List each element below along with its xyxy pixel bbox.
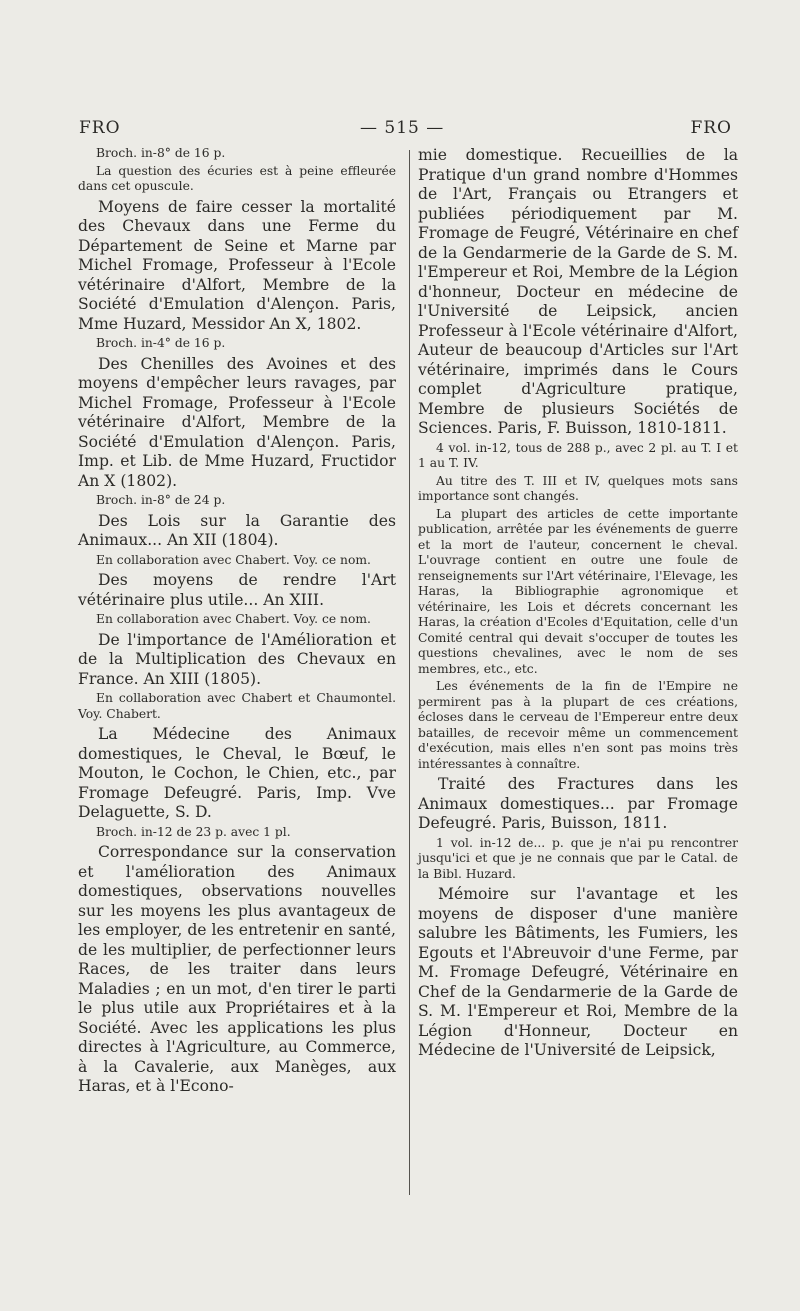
bibliography-note: Broch. in-12 de 23 p. avec 1 pl. <box>96 824 291 839</box>
left-column <box>78 146 396 1097</box>
bibliography-note: La question des écuries est à peine effleurée dans cet opuscule. <box>78 163 396 193</box>
bibliography-note: Broch. in-8° de 16 p. <box>96 146 226 160</box>
bibliography-note: 4 vol. in-12, tous de 288 p., avec 2 pl. au T. I et 1 au T. IV. <box>418 440 738 470</box>
bibliography-note: En collaboration avec Chabert. Voy. ce nom. <box>96 552 371 567</box>
column-divider <box>409 150 410 1195</box>
bibliography-note: Au titre des T. III et IV, quelques mots sans importance sont changés. <box>418 473 738 503</box>
bibliography-entry: Traité des Fractures dans les Animaux domestiques... par Fromage Defeugré. Paris, Buisson, 1811. <box>418 775 738 832</box>
bibliography-entry: Des moyens de rendre l'Art vétérinaire plus utile... An XIII. <box>78 571 396 609</box>
bibliography-note: Broch. in-8° de 24 p. <box>96 493 226 507</box>
bibliography-entry: Correspondance sur la conservation et l'amélioration des Animaux domestiques, observations nouvelles sur les moyens les plus avantageux de les employer, de les entretenir en santé, de les multiplier, de perfectionner leurs Races, de les traiter dans leurs Maladies ; en un mot, d'en tirer le parti le plus utile aux Propriétaires et à la Société. Avec les applications les plus directes à l'Agriculture, au Commerce, à la Cavalerie, aux Manèges, aux Haras, et à l'Econo- <box>78 843 396 1095</box>
bibliography-entry: Moyens de faire cesser la mortalité des Chevaux dans une Ferme du Département de Seine et Marne par Michel Fromage, Professeur à l'Ecole vétérinaire d'Alfort, Membre de la Société d'Emulation d'Alençon. Paris, Mme Huzard, Messidor An X, 1802. <box>78 197 396 333</box>
bibliography-note: Broch. in-4° de 16 p. <box>96 336 226 350</box>
bibliography-entry: La Médecine des Animaux domestiques, le Cheval, le Bœuf, le Mouton, le Cochon, le Chien, etc., par Fromage Defeugré. Paris, Imp. Vve Delaguette, S. D. <box>78 725 396 821</box>
bibliography-entry: Des Chenilles des Avoines et des moyens d'empêcher leurs ravages, par Michel Fromage, Professeur à l'Ecole vétérinaire d'Alfort, Membre de la Société d'Emulation d'Alençon. Paris, Imp. et Lib. de Mme Huzard, Fructidor An X (1802). <box>78 354 396 490</box>
right-column <box>418 146 738 1061</box>
bibliography-note: Les événements de la fin de l'Empire ne permirent pas à la plupart de ces créations, écloses dans le cerveau de l'Empereur entre deux batailles, de recevoir même un commencement d'exécution, mais elles n'en sont pas moins très intéressantes à connaître. <box>418 679 738 771</box>
page-number: — 515 — <box>360 118 445 138</box>
bibliography-note: En collaboration avec Chabert. Voy. ce nom. <box>96 612 371 626</box>
bibliography-note: La plupart des articles de cette importante publication, arrêtée par les événements de guerre et la mort de l'auteur, concernent le cheval. L'ouvrage contient en outre une foule de renseignements sur l'Art vétérinaire, l'Elevage, les Haras, la Bibliographie agronomique et vétérinaire, les Lois et décrets concernant les Haras, la création d'Ecoles d'Equitation, celle d'un Comité central qui devait s'occuper de toutes les questions chevalines, avec le nom de ses membres, etc., etc. <box>418 506 738 676</box>
bibliography-note: En collaboration avec Chabert et Chaumontel. Voy. Chabert. <box>78 691 396 721</box>
bibliography-note: 1 vol. in-12 de... p. que je n'ai pu rencontrer jusqu'ici et que je ne connais que par le Catal. de la Bibl. Huzard. <box>418 835 738 881</box>
bibliography-entry: Des Lois sur la Garantie des Animaux... An XII (1804). <box>78 511 396 549</box>
bibliography-entry: De l'importance de l'Amélioration et de la Multiplication des Chevaux en France. An XIII (1805). <box>78 630 396 688</box>
bibliography-entry: mie domestique. Recueillies de la Pratique d'un grand nombre d'Hommes de l'Art, Français ou Etrangers et publiées périodiquement par M. Fromage de Feugré, Vétérinaire en chef de la Gendarmerie de la Garde de S. M. l'Empereur et Roi, Membre de la Légion d'honneur, Docteur en médecine de l'Université de Leipsick, ancien Professeur à l'Ecole vétérinaire d'Alfort, Auteur de beaucoup d'Articles sur l'Art vétérinaire, imprimés dans le Cours complet d'Agriculture pratique, Membre de plusieurs Sociétés de Sciences. Paris, F. Buisson, 1810-1811. <box>418 146 738 437</box>
bibliography-entry: Mémoire sur l'avantage et les moyens de disposer d'une manière salubre les Bâtiments, les Fumiers, les Egouts et l'Abreuvoir d'une Ferme, par M. Fromage Defeugré, Vétérinaire en Chef de la Gendarmerie de la Garde de S. M. l'Empereur et Roi, Membre de la Légion d'Honneur, Docteur en Médecine de l'Université de Leipsick, <box>418 885 738 1059</box>
running-head-left: FRO <box>79 118 121 138</box>
running-head-right: FRO <box>690 118 732 138</box>
